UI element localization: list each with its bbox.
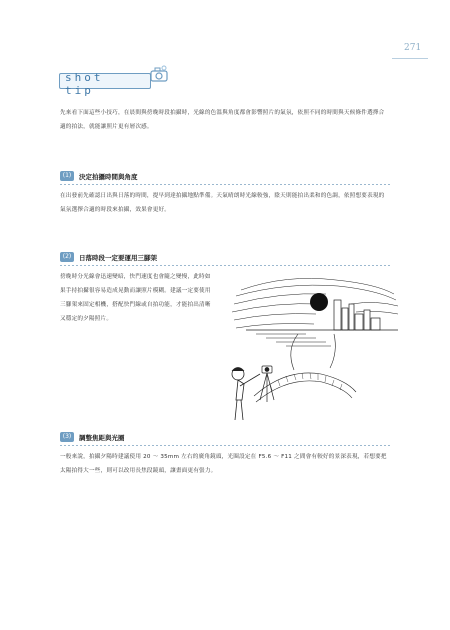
section-3-title: 調整焦距與光圈	[79, 433, 125, 442]
section-2-rule	[60, 265, 390, 266]
sunset-photography-illustration	[226, 270, 401, 430]
section-2-number: (2)	[60, 252, 74, 262]
page-number: 271	[404, 43, 422, 53]
section-1-number: (1)	[60, 171, 74, 181]
section-2-heading	[60, 252, 157, 262]
section-3-rule	[60, 445, 390, 446]
section-3-number: (3)	[60, 432, 74, 442]
section-2-paragraph: 傍晚時分光線會迅速變暗，快門速度也會隨之變慢，此時如果手持拍攝很容易造成晃動而讓照片模糊。建議一定要使用三腳架來固定相機，搭配快門線或自拍功能，才能拍出清晰又穩定的夕陽照片。	[60, 274, 211, 322]
section-1-rule	[60, 184, 390, 185]
section-3-heading	[60, 432, 125, 442]
section-3-paragraph: 一般來說，拍攝夕陽時建議使用 20 ～ 35mm 左右的廣角鏡頭，光圈設定在 F5.6 ～ F11 之間會有較好的景深表現，若想要把太陽拍得大一些，則可以改用長焦段鏡頭，讓畫面更有張力。	[60, 454, 387, 474]
section-1-paragraph: 在出發前先確認日出與日落的時間，提早到達拍攝地點準備。天氣晴朗時光線較強，陰天則能拍出柔和的色調，依照想要表現的氣氛選擇合適的時段來拍攝，效果會更好。	[60, 193, 385, 213]
section-1-heading	[60, 171, 138, 181]
intro-paragraph: 先來看下面這些小技巧，在晨間與傍晚時段拍攝時，光線的色溫與角度都會影響照片的氣氛，依照不同的時間與天候條件選擇合適的拍法，就能讓照片更有層次感。	[60, 110, 385, 130]
setting-sun	[310, 293, 328, 311]
tip-title-text: shot tip	[65, 71, 104, 97]
camera-icon	[149, 63, 171, 85]
section-1-title: 決定拍攝時間與角度	[79, 172, 138, 181]
section-2-title: 日落時段一定要運用三腳架	[79, 253, 157, 262]
header-rule	[392, 58, 428, 59]
